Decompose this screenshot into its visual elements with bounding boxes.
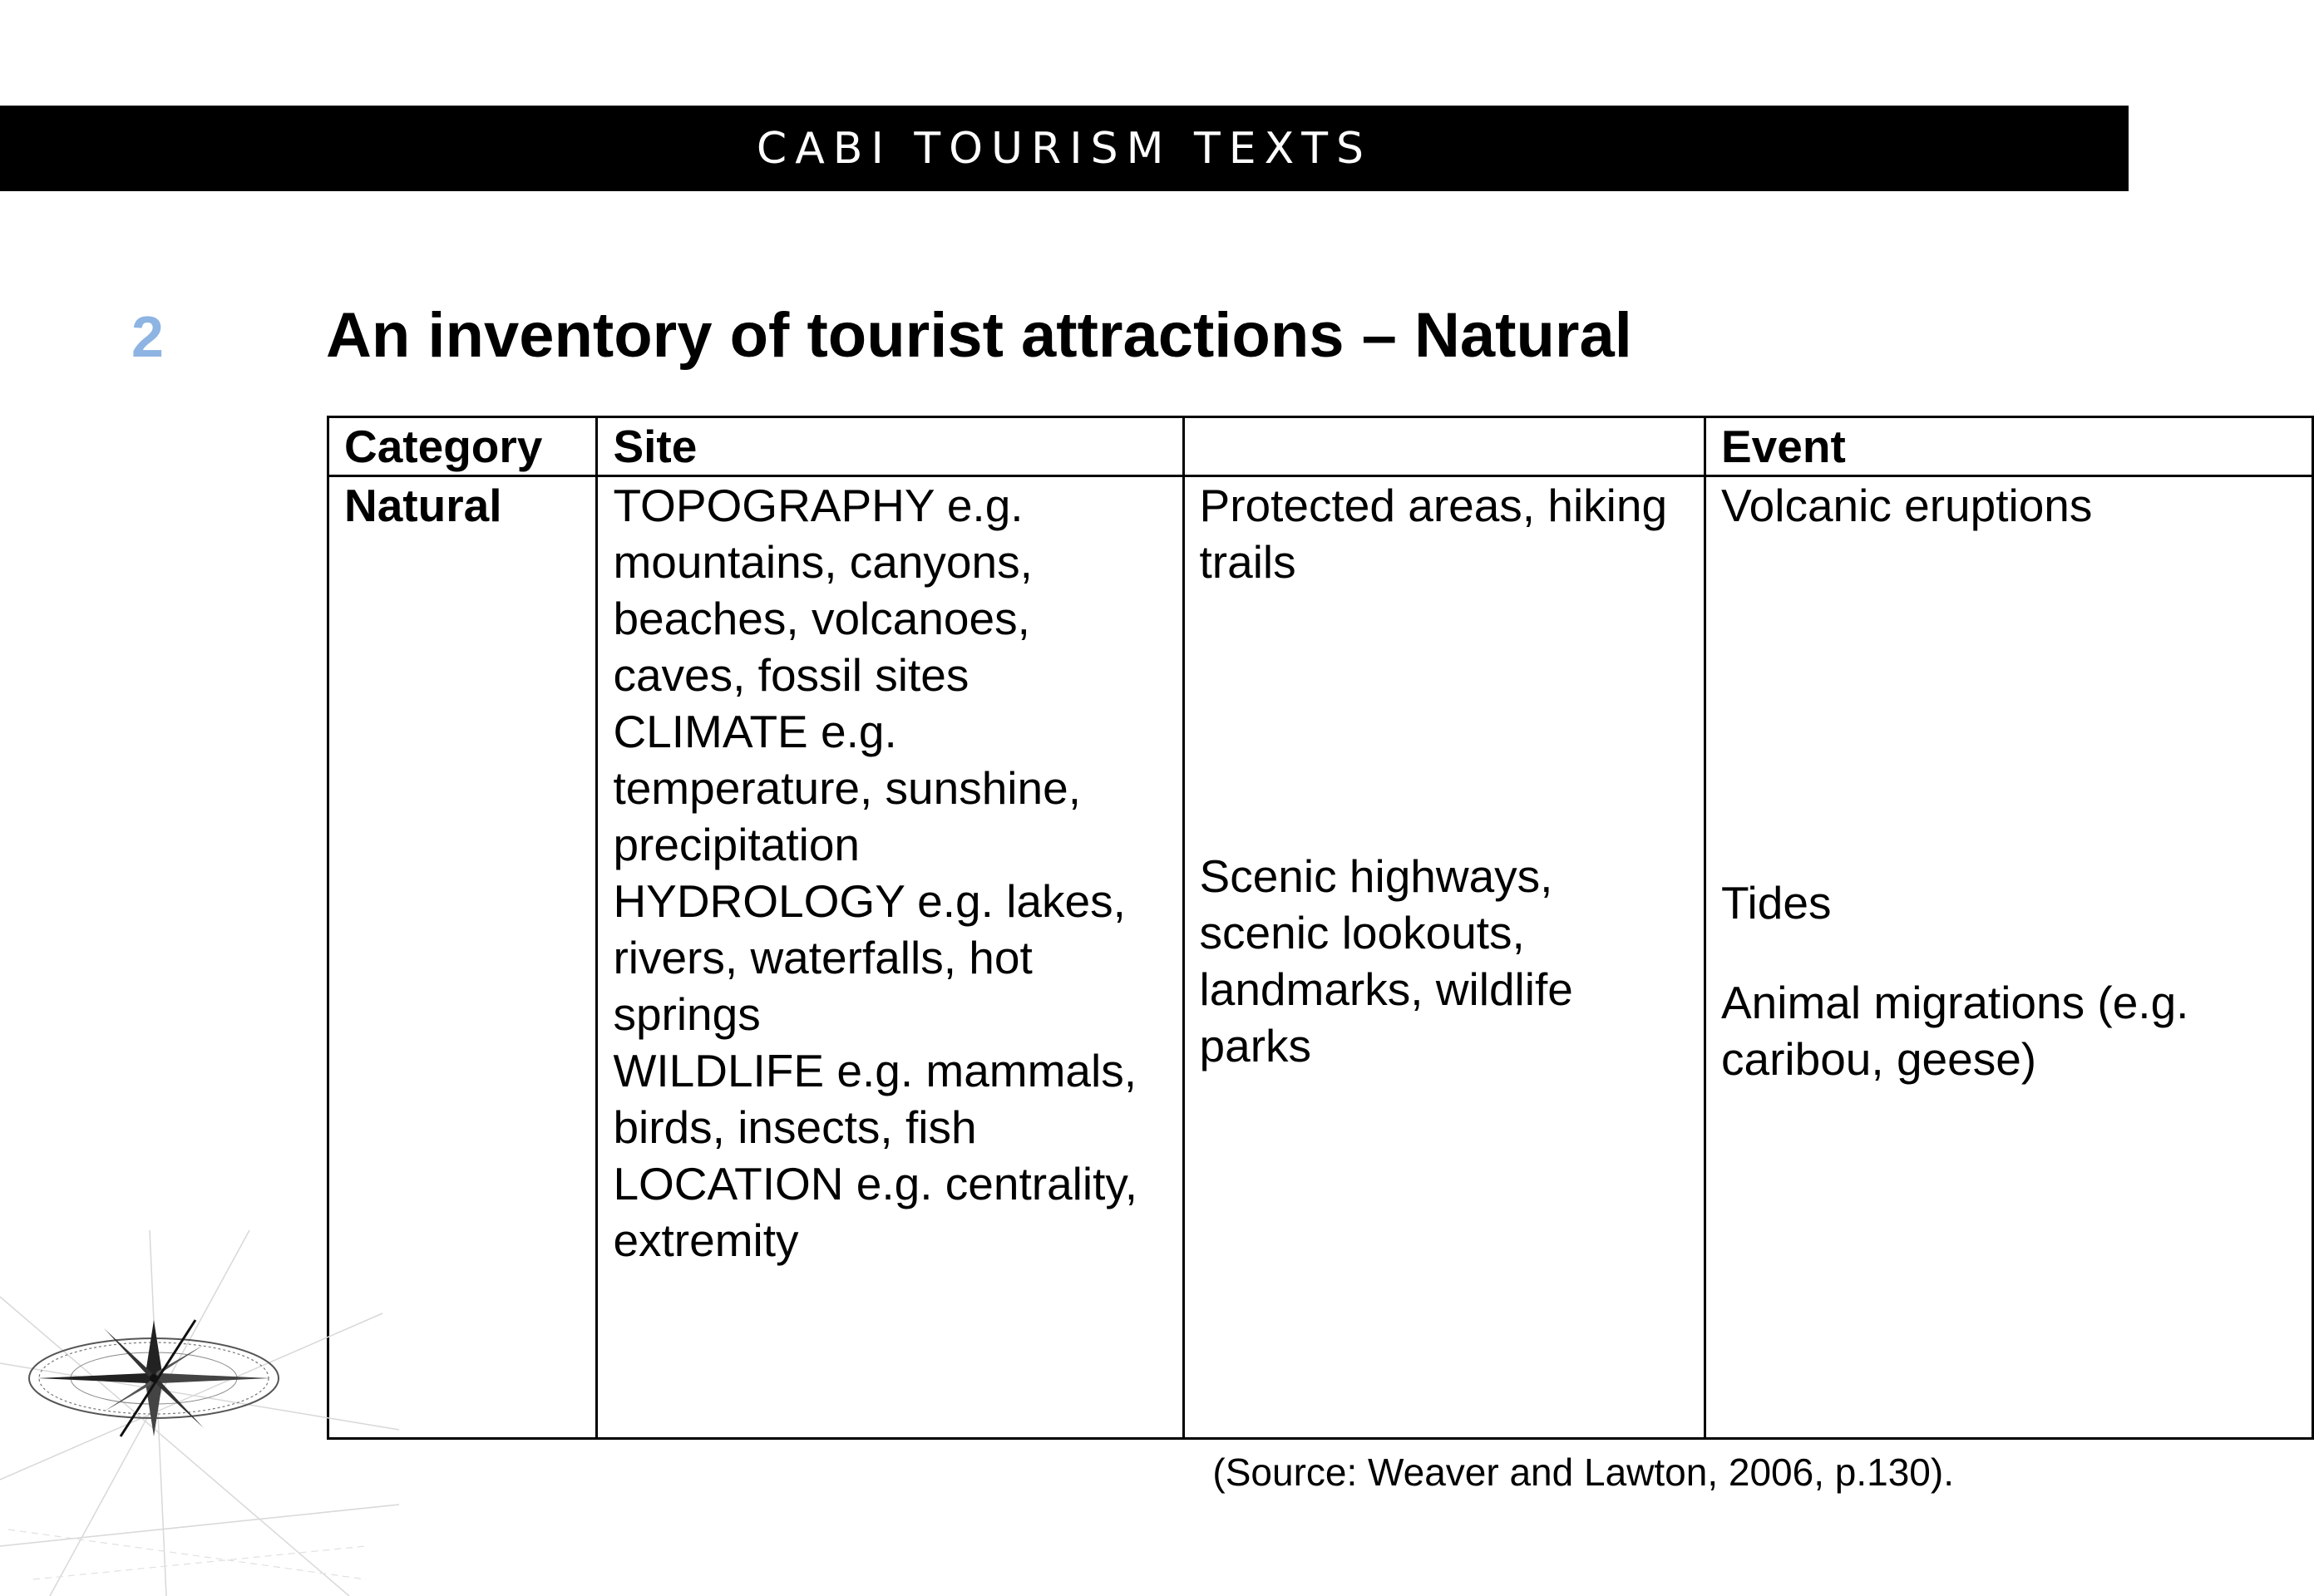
header-banner [0,106,2129,191]
table-header-row [328,417,2313,476]
site-hydrology: HYDROLOGY e.g. lakes, rivers, waterfalls, hot springs [613,875,1126,1040]
source-citation: (Source: Weaver and Lawton, 2006, p.130). [1212,1451,1954,1494]
site-topography: TOPOGRAPHY e.g. mountains, canyons, beaches, volcanoes, caves, fossil sites [613,480,1033,701]
event-migrations: Animal migrations (e.g. caribou, geese) [1721,977,2189,1085]
slide-title: An inventory of tourist attractions – Natural [326,300,1632,371]
middle-cell [1183,476,1705,1439]
site-cell [597,476,1183,1439]
category-cell: Natural [328,476,597,1439]
attractions-table [327,416,2314,1440]
header-site: Site [597,417,1183,476]
banner-title: CABI TOURISM TEXTS [756,123,1373,174]
table-row [328,476,2313,1439]
slide-number: 2 [131,304,164,369]
event-tides: Tides [1721,877,1832,929]
compass-rose-icon [0,1230,399,1596]
header-middle [1183,417,1705,476]
site-climate: CLIMATE e.g. temperature, sunshine, precipitation [613,706,1081,870]
event-cell [1705,476,2313,1439]
event-volcanic: Volcanic eruptions [1721,480,2093,531]
site-wildlife: WILDLIFE e.g. mammals, birds, insects, fish [613,1045,1137,1153]
middle-protected-areas: Protected areas, hiking trails [1199,480,1668,588]
header-event: Event [1705,417,2313,476]
site-location: LOCATION e.g. centrality, extremity [613,1158,1138,1266]
middle-scenic: Scenic highways, scenic lookouts, landmarks, wildlife parks [1199,850,1573,1071]
header-category: Category [328,417,597,476]
